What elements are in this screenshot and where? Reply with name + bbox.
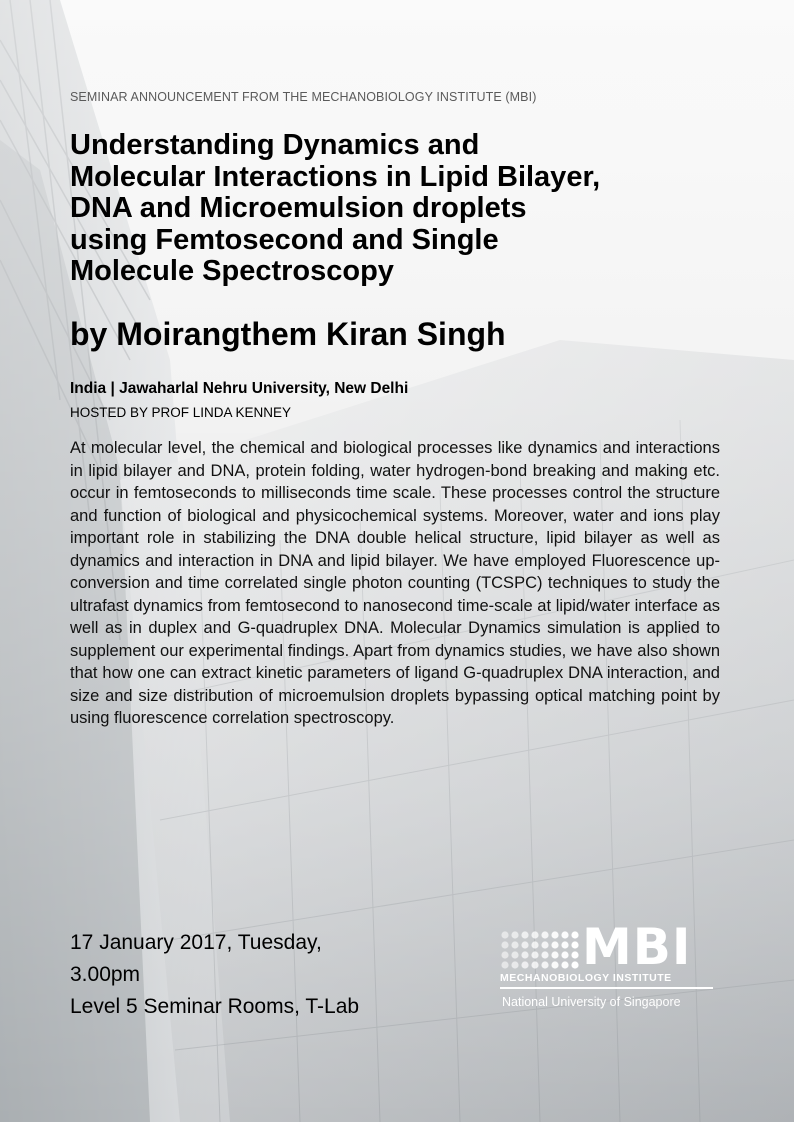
event-date: 17 January 2017, Tuesday,: [70, 931, 322, 954]
host-line: HOSTED BY PROF LINDA KENNEY: [70, 405, 292, 420]
seminar-abstract: At molecular level, the chemical and biological processes like dynamics and interactions in lipid bilayer and DNA, protein folding, water hydrogen-bond breaking and making etc. occur in femtoseconds to milliseconds time scale. These processes control the structure and function of biological and physicochemical systems. Moreover, water and ions play important role in stabilizing the DNA double helical structure, lipid bilayer as well as dynamics and interaction in DNA and lipid bilayer. We have employed Fluorescence up-conversion and time correlated single photon counting (TCSPC) techniques to study the ultrafast dynamics from femtosecond to nanosecond time-scale at lipid/water interface as well as in duplex and G-quadruplex DNA. Molecular Dynamics simulation is applied to supplement our experimental findings. Apart from dynamics studies, we have also shown that how one can extract kinetic parameters of ligand G-quadruplex DNA interaction, and size and size distribution of microemulsion droplets bypassing optical matching point by using fluorescence correlation spectroscopy.: [70, 439, 720, 727]
mbi-logo: [500, 918, 715, 1020]
seminar-title: [70, 130, 750, 288]
event-time: 3.00pm: [70, 963, 141, 986]
speaker-name: by Moirangthem Kiran Singh: [70, 316, 506, 352]
seminar-kicker: SEMINAR ANNOUNCEMENT FROM THE MECHANOBIOLOGY INSTITUTE (MBI): [70, 90, 537, 104]
logo-acronym: MBI: [582, 918, 692, 976]
title-line: Molecular Interactions in Lipid Bilayer,: [70, 160, 601, 193]
title-line: using Femtosecond and Single: [70, 223, 499, 256]
event-venue: Level 5 Seminar Rooms, T-Lab: [70, 995, 360, 1018]
logo-institute-name: MECHANOBIOLOGY INSTITUTE: [500, 972, 672, 984]
title-line: Understanding Dynamics and: [70, 129, 480, 161]
logo-university-name: National University of Singapore: [502, 995, 681, 1009]
logo-divider: [500, 987, 713, 989]
speaker-affiliation: India | Jawaharlal Nehru University, New Delhi: [70, 380, 409, 397]
title-line: Molecule Spectroscopy: [70, 255, 394, 287]
event-details: [70, 927, 359, 1023]
title-line: DNA and Microemulsion droplets: [70, 192, 527, 224]
logo-dots-icon: [500, 930, 580, 970]
